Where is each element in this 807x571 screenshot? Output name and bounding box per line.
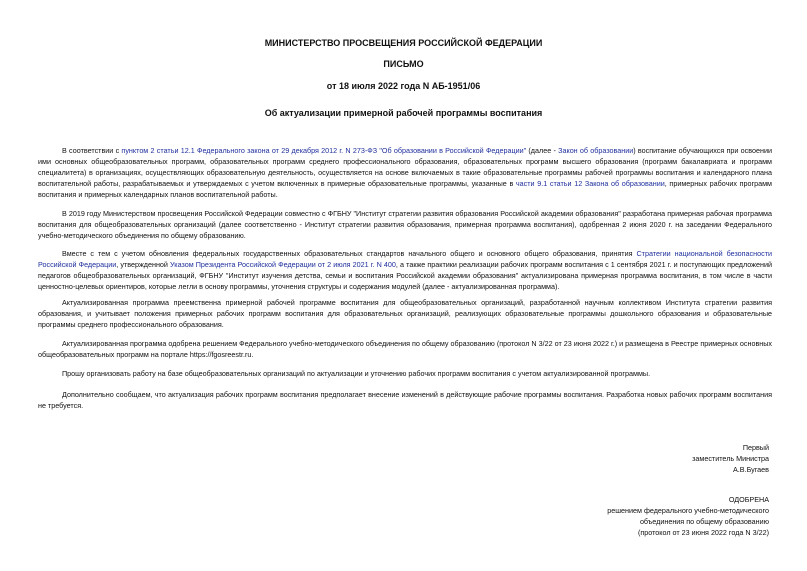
paragraph-3-text-2: , утвержденной <box>116 260 171 269</box>
presidential-decree-link[interactable]: Указом Президента Российской Федерации от 2 июля 2021 г. N 400 <box>170 260 396 269</box>
paragraph-1-text-4: , примерных рабочих программ воспитания и примерных календарных планов воспитательной работы. <box>38 179 772 199</box>
education-law-link[interactable]: Закон об образовании <box>558 146 634 155</box>
document-subject: Об актуализации примерной рабочей программы воспитания <box>264 108 543 118</box>
signature-position-2: заместитель Министра <box>692 454 769 463</box>
paragraph-6: Прошу организовать работу на базе общеобразовательных организаций по актуализации и уточнению рабочих программ воспитания с учетом актуализированной программы. <box>62 369 651 378</box>
document-type: ПИСЬМО <box>383 59 424 69</box>
paragraph-2: В 2019 году Министерством просвещения Российской Федерации совместно с ФГБНУ "Институт стратегии развития образования Российской академии образования" разработана примерная рабочая программа воспитания для общеобразовательных организаций (далее соответственно - Институт стратегии развития образования, примерная программа воспитания), одобренная 2 июня 2020 г. на заседании Федерального учебно-методического объединения по общему образованию. <box>38 209 772 240</box>
paragraph-7: Дополнительно сообщаем, что актуализация рабочих программ воспитания предполагает внесение изменений в действующие рабочие программы воспитания. Разработка новых рабочих программ воспитания не требуется. <box>38 390 772 410</box>
paragraph-1-text-2: (далее - <box>526 146 559 155</box>
paragraph-5: Актуализированная программа одобрена решением Федерального учебно-методического объединения по общему образованию (протокол N 3/22 от 23 июня 2022 г.) и размещена в Реестре примерных основных общеобразовательных программ на портале https://fgosreestr.ru. <box>38 339 772 359</box>
paragraph-3 <box>38 248 772 292</box>
signature-position-1: Первый <box>742 443 769 452</box>
paragraph-3-text-1: Вместе с тем с учетом обновления федеральных государственных образовательных стандартов начального общего и основного общего образования, принятия <box>62 249 637 258</box>
signature-name: А.В.Бугаев <box>732 465 769 474</box>
approval-line-3: (протокол от 23 июня 2022 года N 3/22) <box>637 528 769 537</box>
document-date-number: от 18 июля 2022 года N АБ-1951/06 <box>326 81 481 91</box>
article-12-part-9-1-link[interactable]: части 9.1 статьи 12 Закона об образовании <box>515 179 665 188</box>
signature-block <box>692 442 769 475</box>
approval-line-2: объединения по общему образованию <box>639 517 769 526</box>
ministry-title: МИНИСТЕРСТВО ПРОСВЕЩЕНИЯ РОССИЙСКОЙ ФЕДЕРАЦИИ <box>264 38 543 48</box>
paragraph-1-text-1: В соответствии с <box>62 146 122 155</box>
paragraph-3-text-3: , а также практики реализации рабочих программ воспитания с 1 сентября 2021 г. и поступающих предложений педагогов общеобразовательных организаций, ФГБНУ "Институт изучения детства, семьи и воспитания Российской академии образования" актуализирована примерная программа воспитания, в том числе в части ценностно-целевых ориентиров, которые легли в основу программы, уточнения структуры и содержания модулей (далее - актуализированная программа). <box>38 260 772 291</box>
approval-line-1: решением федерального учебно-методического <box>607 506 769 515</box>
approval-block <box>607 494 769 538</box>
approval-title: ОДОБРЕНА <box>728 495 769 504</box>
paragraph-1-text-3: ) воспитание обучающихся при освоении ими основных общеобразовательных программ, образовательных программ среднего профессионального образования, образовательных программ высшего образования (программ бакалавриата и программ специалитета) в организациях, осуществляющих образовательную деятельность, осуществляется на основе включаемых в такие образовательные программы рабочей программы воспитания и календарного плана воспитательной работы, разрабатываемых и утверждаемых с учетом включенных в примерные образовательные программы, указанные в <box>38 146 772 188</box>
paragraph-4: Актуализированная программа преемственна примерной рабочей программе воспитания для общеобразовательных организаций, разработанной научным коллективом Института стратегии развития образования, и учитывает положения примерных рабочих программ воспитания для образовательных организаций, реализующих образовательные программы дошкольного образования и образовательные программы среднего профессионального образования. <box>38 298 772 329</box>
law-273-fz-link[interactable]: пунктом 2 статьи 12.1 Федерального закона от 29 декабря 2012 г. N 273-ФЗ "Об образовании в Российской Федерации" <box>121 146 527 155</box>
national-security-strategy-link[interactable]: Стратегии национальной безопасности Российской Федерации <box>38 249 773 269</box>
paragraph-1 <box>38 145 772 200</box>
